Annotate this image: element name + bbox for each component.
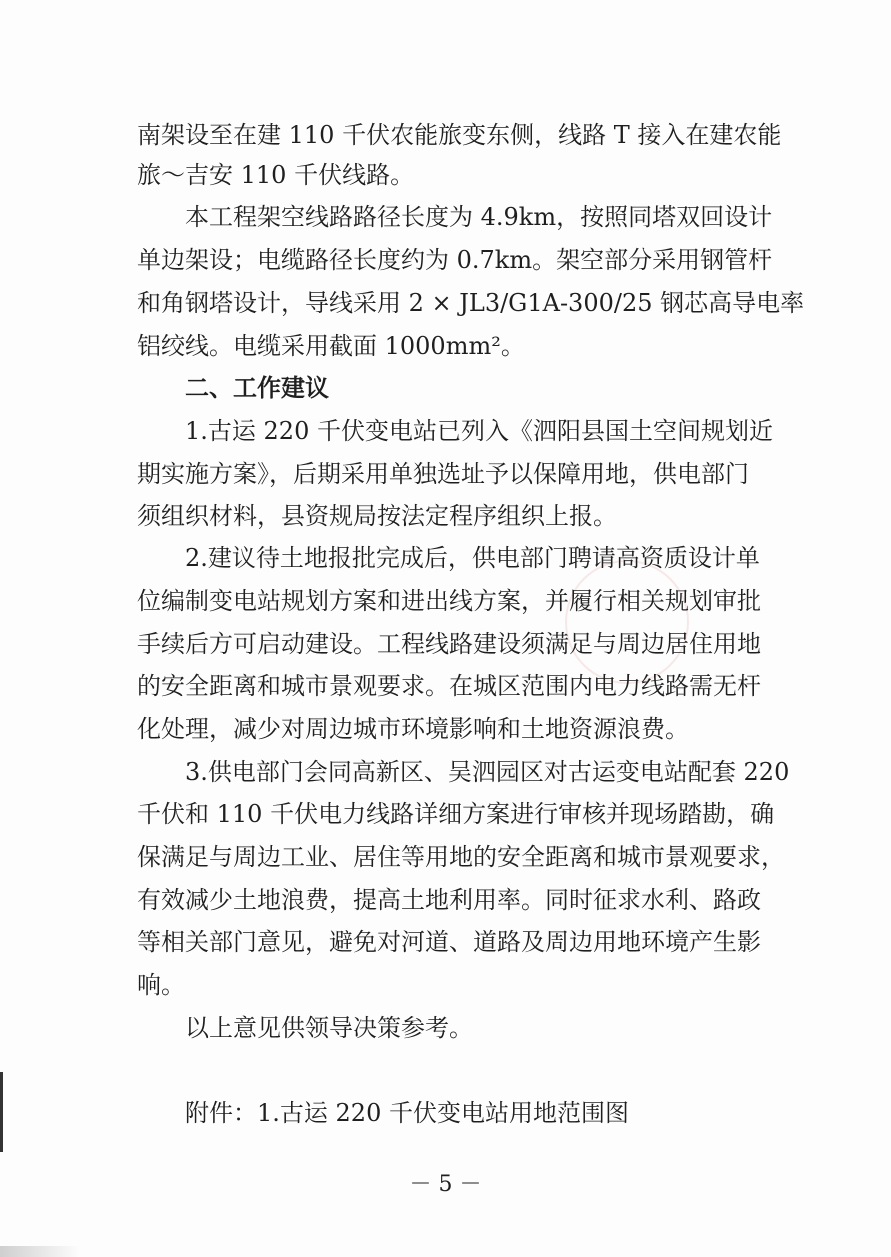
body-line: 单边架设；电缆路径长度约为 0.7km。架空部分采用钢管杆	[137, 246, 773, 274]
section-heading: 二、工作建议	[185, 374, 329, 402]
body-line: 旅～吉安 110 千伏线路。	[137, 161, 415, 189]
body-line: 3.供电部门会同高新区、吴泗园区对古运变电站配套 220	[185, 758, 790, 786]
page-number: － 5 －	[409, 1172, 482, 1197]
attachment-line: 附件：1.古运 220 千伏变电站用地范围图	[185, 1099, 629, 1127]
body-line: 2.建议待土地报批完成后，供电部门聘请高资质设计单	[185, 544, 760, 572]
body-line: 手续后方可启动建设。工程线路建设须满足与周边居住用地	[137, 630, 761, 658]
body-line: 和角钢塔设计，导线采用 2 × JL3/G1A-300/25 钢芯高导电率	[137, 289, 805, 317]
body-line: 位编制变电站规划方案和进出线方案，并履行相关规划审批	[137, 587, 761, 615]
scan-edge-smudge	[0, 1246, 80, 1257]
body-line: 本工程架空线路路径长度为 4.9km，按照同塔双回设计	[185, 203, 773, 231]
body-line: 的安全距离和城市景观要求。在城区范围内电力线路需无杆	[137, 672, 761, 700]
body-line: 有效减少土地浪费，提高土地利用率。同时征求水利、路政	[137, 886, 761, 914]
body-line: 保满足与周边工业、居住等用地的安全距离和城市景观要求，	[137, 843, 785, 871]
body-line: 须组织材料，县资规局按法定程序组织上报。	[137, 502, 617, 530]
body-line: 千伏和 110 千伏电力线路详细方案进行审核并现场踏勘，确	[137, 800, 775, 828]
body-line: 1.古运 220 千伏变电站已列入《泗阳县国土空间规划近	[185, 417, 773, 445]
closing-line: 以上意见供领导决策参考。	[185, 1014, 473, 1042]
body-line: 铝绞线。电缆采用截面 1000mm²。	[137, 332, 525, 360]
body-line: 等相关部门意见，避免对河道、道路及周边用地环境产生影	[137, 928, 761, 956]
scan-binding-mark	[0, 1072, 3, 1152]
body-line: 南架设至在建 110 千伏农能旅变东侧，线路 T 接入在建农能	[137, 121, 782, 149]
body-line: 化处理，减少对周边城市环境影响和土地资源浪费。	[137, 715, 689, 743]
faint-stamp-trace	[565, 560, 689, 684]
body-line: 响。	[137, 971, 185, 999]
body-line: 期实施方案》，后期采用单独选址予以保障用地，供电部门	[137, 460, 749, 488]
